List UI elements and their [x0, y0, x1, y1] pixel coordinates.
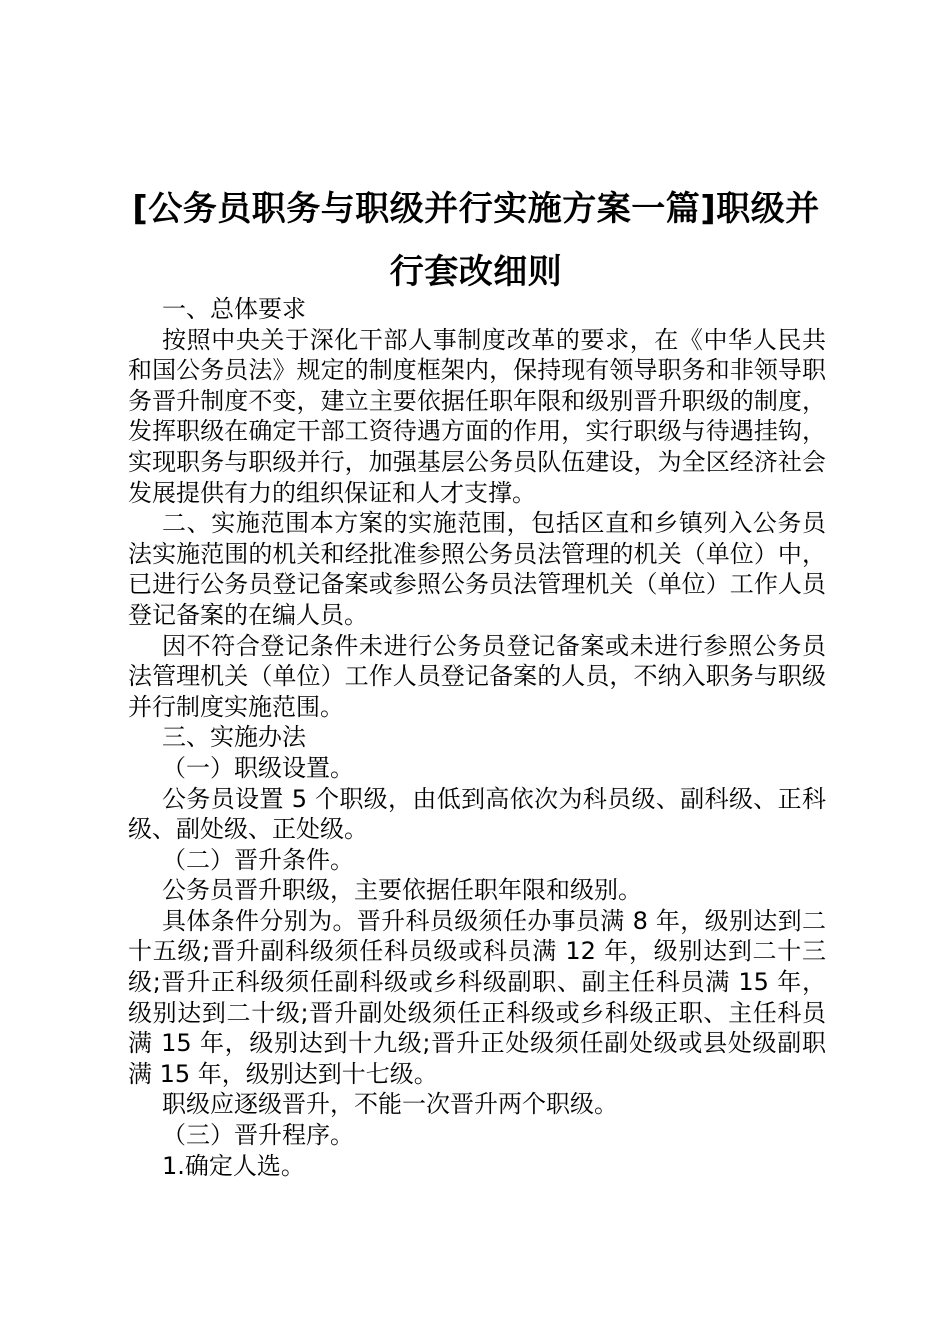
- paragraph-general-requirements: 按照中央关于深化干部人事制度改革的要求，在《中华人民共和国公务员法》规定的制度框架内，保持现有领导职务和非领导职务晋升制度不变，建立主要依据任职年限和级别晋升职级的制度，发挥职级在确定干部工资待遇方面的作用，实行职级与待遇挂钩，实现职务与职级并行，加强基层公务员队伍建设，为全区经济社会发展提供有力的组织保证和人才支撑。: [128, 325, 826, 507]
- subheading-rank-setting: （一）职级设置。: [162, 753, 354, 782]
- list-item-determine-candidates: 1.确定人选。: [162, 1151, 305, 1180]
- document-body: [128, 294, 826, 1181]
- section-heading-implementation-methods: 三、实施办法: [162, 723, 306, 752]
- paragraph-promotion-details: 具体条件分别为。晋升科员级须任办事员满 8 年，级别达到二十五级;晋升副科级须任科员级或科员满 12 年，级别达到二十三级;晋升正科级须任副科级或乡科级副职、副主任科员满 15 年，级别达到二十级;晋升副处级须任正科级或乡科级正职、主任科员满 15 年，级别达到十九级;晋升正处级须任副处级或县处级副职满 15 年，级别达到十七级。: [128, 906, 826, 1088]
- subheading-promotion-conditions: （二）晋升条件。: [162, 845, 354, 874]
- paragraph-exclusions: 因不符合登记条件未进行公务员登记备案或未进行参照公务员法管理机关（单位）工作人员登记备案的人员，不纳入职务与职级并行制度实施范围。: [128, 631, 826, 721]
- paragraph-rank-setting: 公务员设置 5 个职级，由低到高依次为科员级、副科级、正科级、副处级、正处级。: [128, 784, 826, 844]
- document-title-line-1: [公务员职务与职级并行实施方案一篇]职级并: [132, 189, 820, 229]
- document-title: [125, 178, 827, 304]
- paragraph-promotion-basis: 公务员晋升职级，主要依据任职年限和级别。: [162, 876, 642, 905]
- paragraph-scope: 二、实施范围本方案的实施范围，包括区直和乡镇列入公务员法实施范围的机关和经批准参照公务员法管理的机关（单位）中，已进行公务员登记备案或参照公务员法管理机关（单位）工作人员登记备案的在编人员。: [128, 509, 826, 629]
- paragraph-promotion-order: 职级应逐级晋升，不能一次晋升两个职级。: [162, 1090, 618, 1119]
- subheading-promotion-procedure: （三）晋升程序。: [162, 1121, 354, 1150]
- section-heading-general-requirements: 一、总体要求: [162, 295, 306, 323]
- document-title-line-2: 行套改细则: [389, 252, 563, 292]
